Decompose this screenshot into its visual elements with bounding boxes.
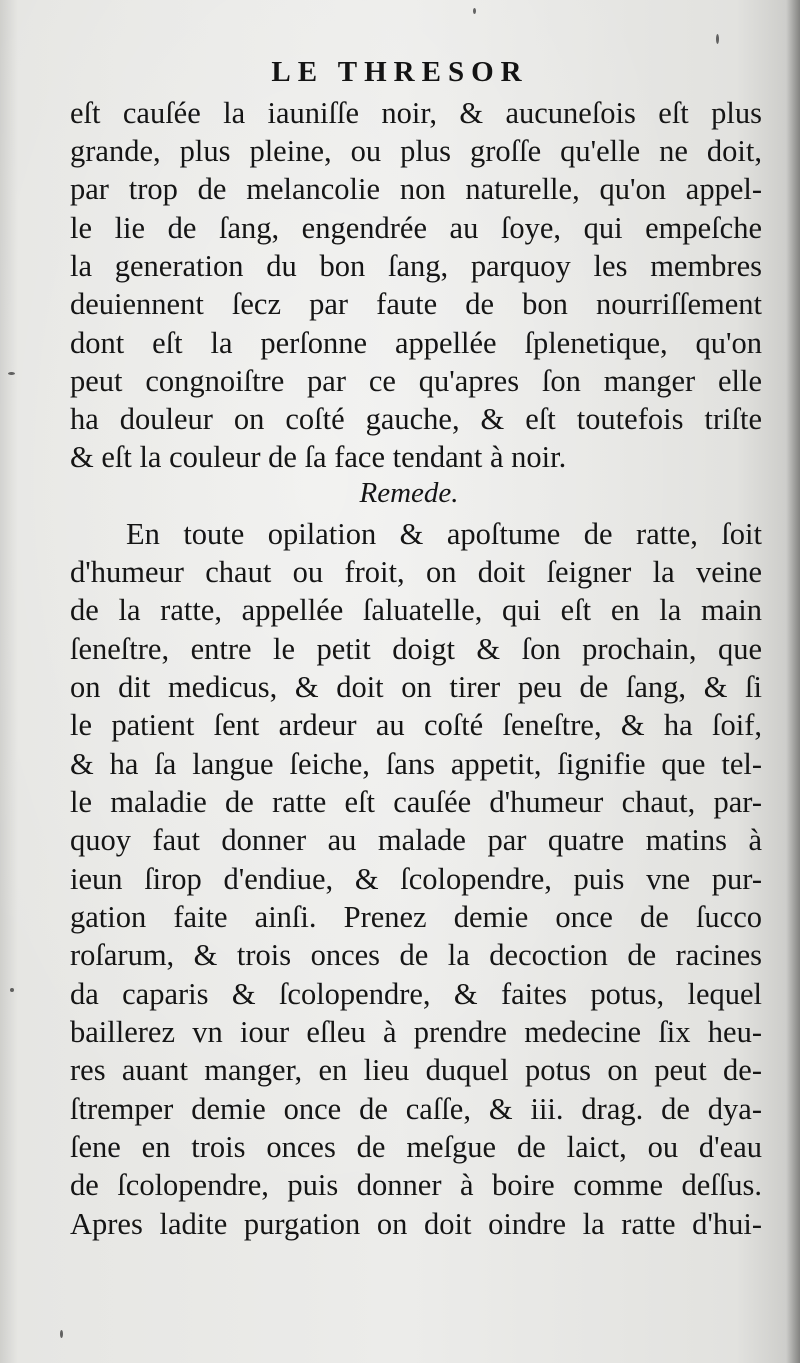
text-line: da caparis & ſcolopendre, & faites potus, lequel <box>70 977 762 1011</box>
running-head: LE THRESOR <box>271 56 529 88</box>
text-line: peut congnoiſtre par ce qu'apres ſon manger elle <box>70 364 762 398</box>
text-line: & ha ſa langue ſeiche, ſans appetit, ſignifie que tel- <box>70 747 762 781</box>
text-line: ſeneſtre, entre le petit doigt & ſon prochain, que <box>70 632 762 666</box>
text-line: ieun ſirop d'endiue, & ſcolopendre, puis vne pur- <box>70 862 762 896</box>
text-line: quoy faut donner au malade par quatre matins à <box>70 823 762 857</box>
ink-speck <box>10 988 14 992</box>
text-line: Apres ladite purgation on doit oindre la ratte d'hui- <box>70 1207 762 1241</box>
text-line: ſtremper demie once de caſſe, & iii. drag. de dya- <box>70 1092 762 1126</box>
text-line: baillerez vn iour eſleu à prendre medecine ſix heu- <box>70 1015 762 1049</box>
text-line: ha douleur on coſté gauche, & eſt toutefois triſte <box>70 402 762 436</box>
text-line: ſene en trois onces de meſgue de laict, ou d'eau <box>70 1130 762 1164</box>
text-line: En toute opilation & apoſtume de ratte, ſoit <box>126 517 762 551</box>
text-line: res auant manger, en lieu duquel potus on peut de- <box>70 1053 762 1087</box>
ink-speck <box>8 372 15 375</box>
page-edge-shadow <box>786 0 800 1363</box>
ink-speck <box>473 8 476 14</box>
text-line: dont eſt la perſonne appellée ſplenetique, qu'on <box>70 326 762 360</box>
text-line: le patient ſent ardeur au coſté ſeneſtre, & ha ſoif, <box>70 708 762 742</box>
text-line: d'humeur chaut ou froit, on doit ſeigner la veine <box>70 555 762 589</box>
text-line: de ſcolopendre, puis donner à boire comme deſſus. <box>70 1168 762 1202</box>
text-line: grande, plus pleine, ou plus groſſe qu'elle ne doit, <box>70 134 762 168</box>
text-line: on dit medicus, & doit on tirer peu de ſang, & ſi <box>70 670 762 704</box>
text-line: roſarum, & trois onces de la decoction de racines <box>70 938 762 972</box>
text-line: gation faite ainſi. Prenez demie once de ſucco <box>70 900 762 934</box>
text-line: la generation du bon ſang, parquoy les membres <box>70 249 762 283</box>
text-line: eſt cauſée la iauniſſe noir, & aucuneſois eſt plus <box>70 96 762 130</box>
text-line: deuiennent ſecz par faute de bon nourriſſement <box>70 287 762 321</box>
text-line: le maladie de ratte eſt cauſée d'humeur chaut, par- <box>70 785 762 819</box>
section-heading: Remede. <box>359 477 459 509</box>
text-line: par trop de melancolie non naturelle, qu'on appel- <box>70 172 762 206</box>
ink-speck <box>60 1330 63 1338</box>
text-line: de la ratte, appellée ſaluatelle, qui eſt en la main <box>70 593 762 627</box>
text-line: le lie de ſang, engendrée au ſoye, qui empeſche <box>70 211 762 245</box>
text-line: & eſt la couleur de ſa face tendant à noir. <box>70 440 567 474</box>
ink-speck <box>716 34 719 44</box>
